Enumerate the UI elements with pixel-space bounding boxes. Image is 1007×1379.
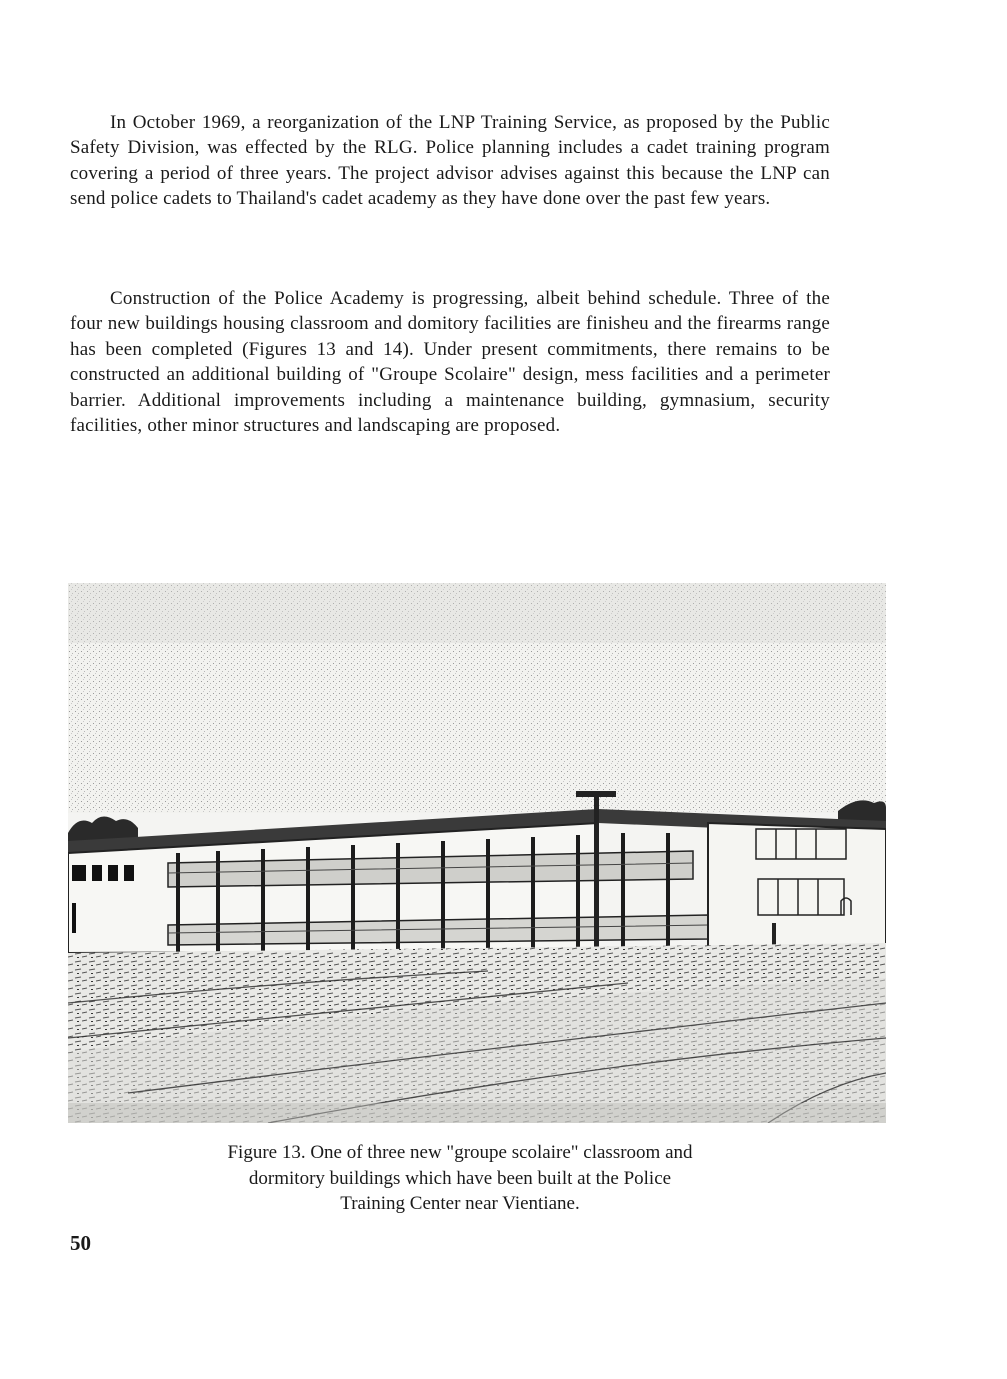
caption-line-1: Figure 13. One of three new "groupe scolaire" classroom and — [227, 1142, 693, 1163]
body-paragraph-2-text: Construction of the Police Academy is progressing, albeit behind schedule. Three of the four new buildings housing classroom and domitory facilities are finisheu and the firearms range has been completed (Figures 13 and 14). Under present commitments, there remains to be constructed an additional building of "Groupe Scolaire" design, mess facilities and a perimeter barrier. Additional improvements including a maintenance building, gymnasium, security facilities, other minor structures and landscaping are proposed. — [70, 288, 830, 437]
caption-line-3: Training Center near Vientiane. — [340, 1193, 580, 1214]
figure-caption — [150, 1140, 770, 1217]
building-right-wing — [708, 823, 886, 953]
caption-line-2: dormitory buildings which have been built at the Police — [248, 1167, 672, 1189]
body-paragraph-1 — [70, 110, 830, 212]
body-paragraph-1-text: In October 1969, a reorganization of the LNP Training Service, as proposed by the Public Safety Division, was effected by the RLG. Police planning includes a cadet training program covering a period of three years. The project advisor advises against this because the LNP can send police cadets to Thailand's cadet academy as they have done over the past few years. — [70, 112, 830, 210]
body-paragraph-2 — [70, 286, 830, 438]
figure-13-photo — [68, 583, 886, 1123]
person-figure — [772, 923, 776, 945]
page-number: 50 — [70, 1231, 91, 1255]
building-photograph — [68, 583, 886, 1123]
